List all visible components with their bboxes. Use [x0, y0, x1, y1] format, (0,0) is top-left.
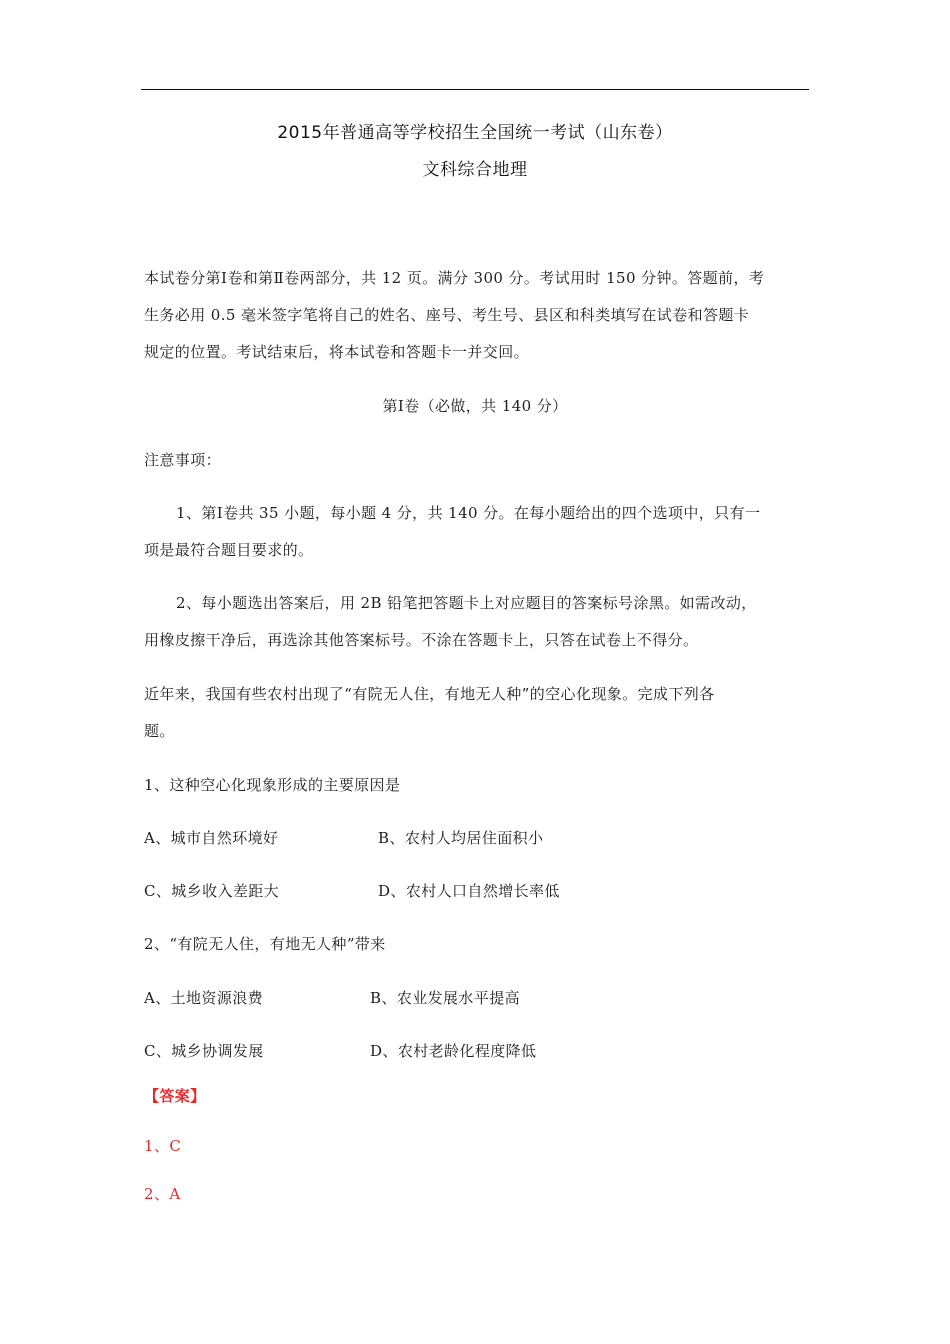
intro-line-3: 规定的位置。考试结束后，将本试卷和答题卡一并交回。 [144, 343, 530, 361]
question-1-option-b: B、农村人均居住面积小 [378, 829, 544, 847]
question-1-stem: 1、这种空心化现象形成的主要原因是 [144, 776, 401, 794]
intro-line-1: 本试卷分第Ⅰ卷和第Ⅱ卷两部分，共 12 页。满分 300 分。考试用时 150 分钟。答题前，考 [144, 269, 765, 287]
note-1-line-2: 项是最符合题目要求的。 [144, 541, 314, 559]
answer-item-2: 2、A [144, 1185, 181, 1203]
exam-subtitle: 文科综合地理 [422, 160, 528, 180]
question-2-option-b: B、农业发展水平提高 [370, 989, 521, 1007]
exam-title: 2015年普通高等学校招生全国统一考试（山东卷） [277, 123, 673, 143]
note-2-line-2: 用橡皮擦干净后，再选涂其他答案标号。不涂在答题卡上，只答在试卷上不得分。 [144, 631, 699, 649]
note-1-line-1: 1、第Ⅰ卷共 35 小题，每小题 4 分，共 140 分。在每小题给出的四个选项中，只有一 [176, 504, 761, 522]
question-1-option-c: C、城乡收入差距大 [144, 882, 280, 900]
intro-line-2: 生务必用 0.5 毫米签字笔将自己的姓名、座号、考生号、县区和科类填写在试卷和答题卡 [144, 306, 750, 324]
question-2-option-c: C、城乡协调发展 [144, 1042, 264, 1060]
section-heading: 第Ⅰ卷（必做，共 140 分） [382, 397, 568, 415]
answer-label: 【答案】 [144, 1087, 206, 1105]
question-2-stem: 2、“有院无人住，有地无人种”带来 [144, 935, 386, 953]
passage-line-2: 题。 [144, 722, 175, 740]
note-2-line-1: 2、每小题选出答案后，用 2B 铅笔把答题卡上对应题目的答案标号涂黑。如需改动， [176, 594, 757, 612]
question-2-option-d: D、农村老龄化程度降低 [370, 1042, 537, 1060]
notes-label: 注意事项： [144, 451, 222, 469]
question-1-option-a: A、城市自然环境好 [144, 829, 279, 847]
question-1-option-d: D、农村人口自然增长率低 [378, 882, 560, 900]
passage-line-1: 近年来，我国有些农村出现了“有院无人住，有地无人种”的空心化现象。完成下列各 [144, 685, 715, 703]
header-rule [141, 89, 809, 90]
answer-item-1: 1、C [144, 1137, 182, 1155]
question-2-option-a: A、土地资源浪费 [144, 989, 264, 1007]
